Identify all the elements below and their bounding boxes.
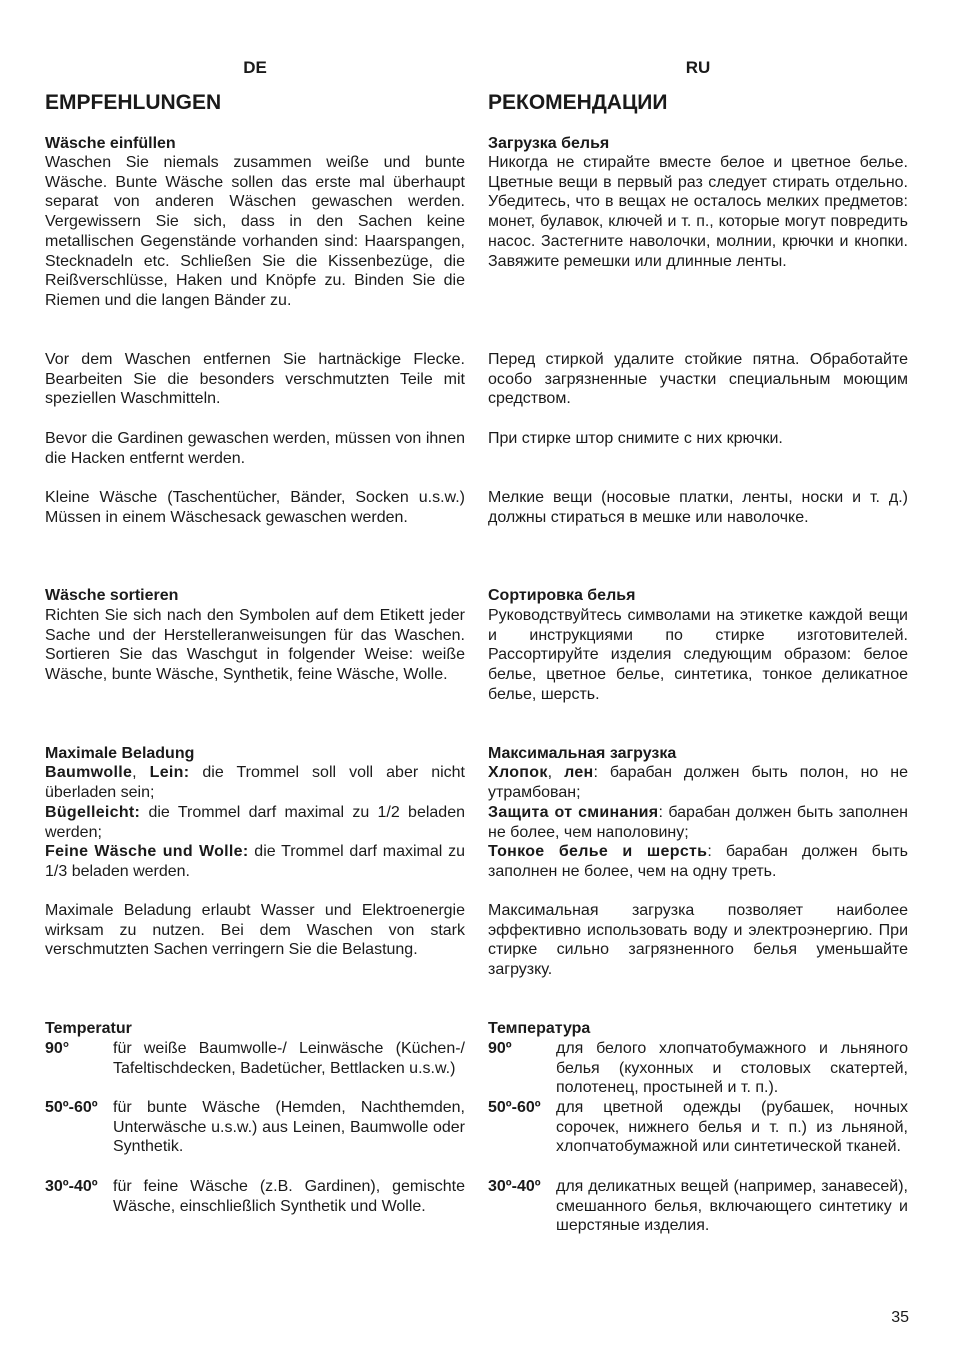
keyword: Lein: [149,764,190,781]
keyword: Feine Wäsche und Wolle: [45,843,249,860]
language-label-ru: RU [685,58,711,77]
loading-paragraph-4-de: Kleine Wäsche (Taschentücher, Bänder, Socken u.s.w.) Müssen in einem Wäschesack gewaschen werden. [45,489,465,526]
max-load-item-1-de [45,763,465,802]
temperature-label: 50º-60º [45,1099,98,1116]
item-text: die Trommel soll voll aber nicht überladen sein; [45,764,465,801]
max-load-item-2-ru [488,803,908,842]
language-label-de: DE [243,58,267,77]
max-load-item-1-ru [488,763,908,802]
keyword: Тонкое белье и шерсть [488,843,708,860]
loading-paragraph-2-de: Vor dem Waschen entfernen Sie hartnäckige Flecke. Bearbeiten Sie die besonders verschmutzten Teile mit speziellen Waschmitteln. [45,351,465,408]
max-load-item-2-de [45,803,465,842]
sorting-paragraph-de: Richten Sie sich nach den Symbolen auf dem Etikett jeder Sache und der Herstelleranweisungen für das Waschen. Sortieren Sie das Waschgut in folgender Weise: weiße Wäsche, bunte Wäsche, Synthetik, feine Wäsche, Wolle. [45,607,465,684]
separator: , [132,764,150,781]
max-load-note-ru: Максимальная загрузка позволяет наиболее эффективно использовать воду и электроэнергию. При стирке сильно загрязненного белья уменьшайте загрузку. [488,902,908,979]
loading-paragraph-1-de: Waschen Sie niemals zusammen weiße und bunte Wäsche. Bunte Wäsche sollen das erste mal überhaupt separat von anderen Wäschen gewaschen werden. Vergewissern Sie sich, dass in den Sachen keine metallischen Gegenstände vorhanden sind: Haarspangen, Stecknadeln etc. Schließen Sie die Kissenbezüge, die Reißverschlüsse, Haken und Knöpfe zu. Binden Sie die Riemen und die langen Bänder zu. [45,154,465,309]
keyword: Защита от сминания [488,804,659,821]
item-text: : барабан должен быть полон, но не утрамбован; [488,764,909,801]
temperature-label: 90° [45,1040,70,1057]
keyword: Baumwolle [45,764,133,781]
section-title-ru: РЕКОМЕНДАЦИИ [488,91,668,114]
section-title-de: EMPFEHLUNGEN [45,91,222,114]
loading-paragraph-3-de: Bevor die Gardinen gewaschen werden, müssen von ihnen die Hacken entfernt werden. [45,430,465,467]
temperature-label: 90º [488,1040,512,1057]
max-load-heading-de: Maximale Beladung [45,745,195,762]
loading-paragraph-2-ru: Перед стиркой удалите стойкие пятна. Обработайте особо загрязненные участки специальным моющим средством. [488,351,908,408]
loading-heading-ru: Загрузка белья [488,135,610,152]
temperature-description: для белого хлопчатобумажного и льняного белья (кухонных и столовых скатертей, полотенец, простыней и т. п.). [556,1040,908,1097]
sorting-paragraph-ru: Руководствуйтесь символами на этикетке каждой вещи и инструкциями по стирке изготовителей. Рассортируйте изделия следующим образом: белое белье, цветное белье, синтетика, тонкое деликатное белье, шерсть. [488,607,908,703]
item-text: die Trommel darf maximal zu 1/3 beladen werden. [45,843,465,880]
temperature-description: для цветной одежды (рубашек, ночных сорочек, нижнего белья и т. п.) из льняной, хлопчатобумажной или синтетической тканей. [556,1099,908,1156]
loading-paragraph-4-ru: Мелкие вещи (носовые платки, ленты, носки и т. д.) должны стираться в мешке или наволочке. [488,489,908,526]
max-load-note-de: Maximale Beladung erlaubt Wasser und Elektroenergie wirksam zu nutzen. Bei dem Waschen von stark verschmutzten Sachen verringern Sie die Belastung. [45,902,465,959]
temperature-label: 50º-60º [488,1099,541,1116]
max-load-item-3-de [45,842,465,881]
keyword: Bügelleicht: [45,804,141,821]
temperature-description: für bunte Wäsche (Hemden, Nachthemden, Unterwäsche u.s.w.) aus Leinen, Baumwolle oder Synthetik. [113,1099,465,1156]
page-number: 35 [891,1309,909,1326]
loading-paragraph-1-ru: Никогда не стирайте вместе белое и цветное белье. Цветные вещи в первый раз следует стирать отдельно. Убедитесь, что в вещах не осталось мелких предметов: монет, булавок, ключей и т. п., которые могут повредить насос. Застегните наволочки, молнии, крючки и кнопки. Завяжите ремешки или длинные ленты. [488,154,908,270]
temperature-label: 30º-40º [45,1178,98,1195]
temperature-label: 30º-40º [488,1178,541,1195]
keyword: лен [564,764,594,781]
temperature-heading-ru: Температура [488,1020,591,1037]
temperature-description: für feine Wäsche (z.B. Gardinen), gemischte Wäsche, einschließlich Synthetik und Wolle. [113,1178,465,1215]
item-text: : барабан должен быть заполнен не более, чем наполовину; [488,804,908,841]
temperature-heading-de: Temperatur [45,1020,132,1037]
separator: , [547,764,565,781]
loading-heading-de: Wäsche einfüllen [45,135,176,152]
temperature-description: для деликатных вещей (например, занавесей), смешанного белья, включающего синтетику и шерстяные изделия. [556,1178,908,1235]
max-load-heading-ru: Максимальная загрузка [488,745,677,762]
sorting-heading-ru: Сортировка белья [488,587,636,604]
keyword: Хлопок [488,764,548,781]
item-text: : барабан должен быть заполнен не более, чем на одну треть. [488,843,908,880]
max-load-item-3-ru [488,842,908,881]
temperature-description: für weiße Baumwolle-/ Leinwäsche (Küchen-/ Tafeltischdecken, Badetücher, Bettlacken u.s.w.) [113,1040,465,1077]
sorting-heading-de: Wäsche sortieren [45,587,179,604]
loading-paragraph-3-ru: При стирке штор снимите с них крючки. [488,430,783,447]
item-text: die Trommel darf maximal zu 1/2 beladen werden; [45,804,465,841]
